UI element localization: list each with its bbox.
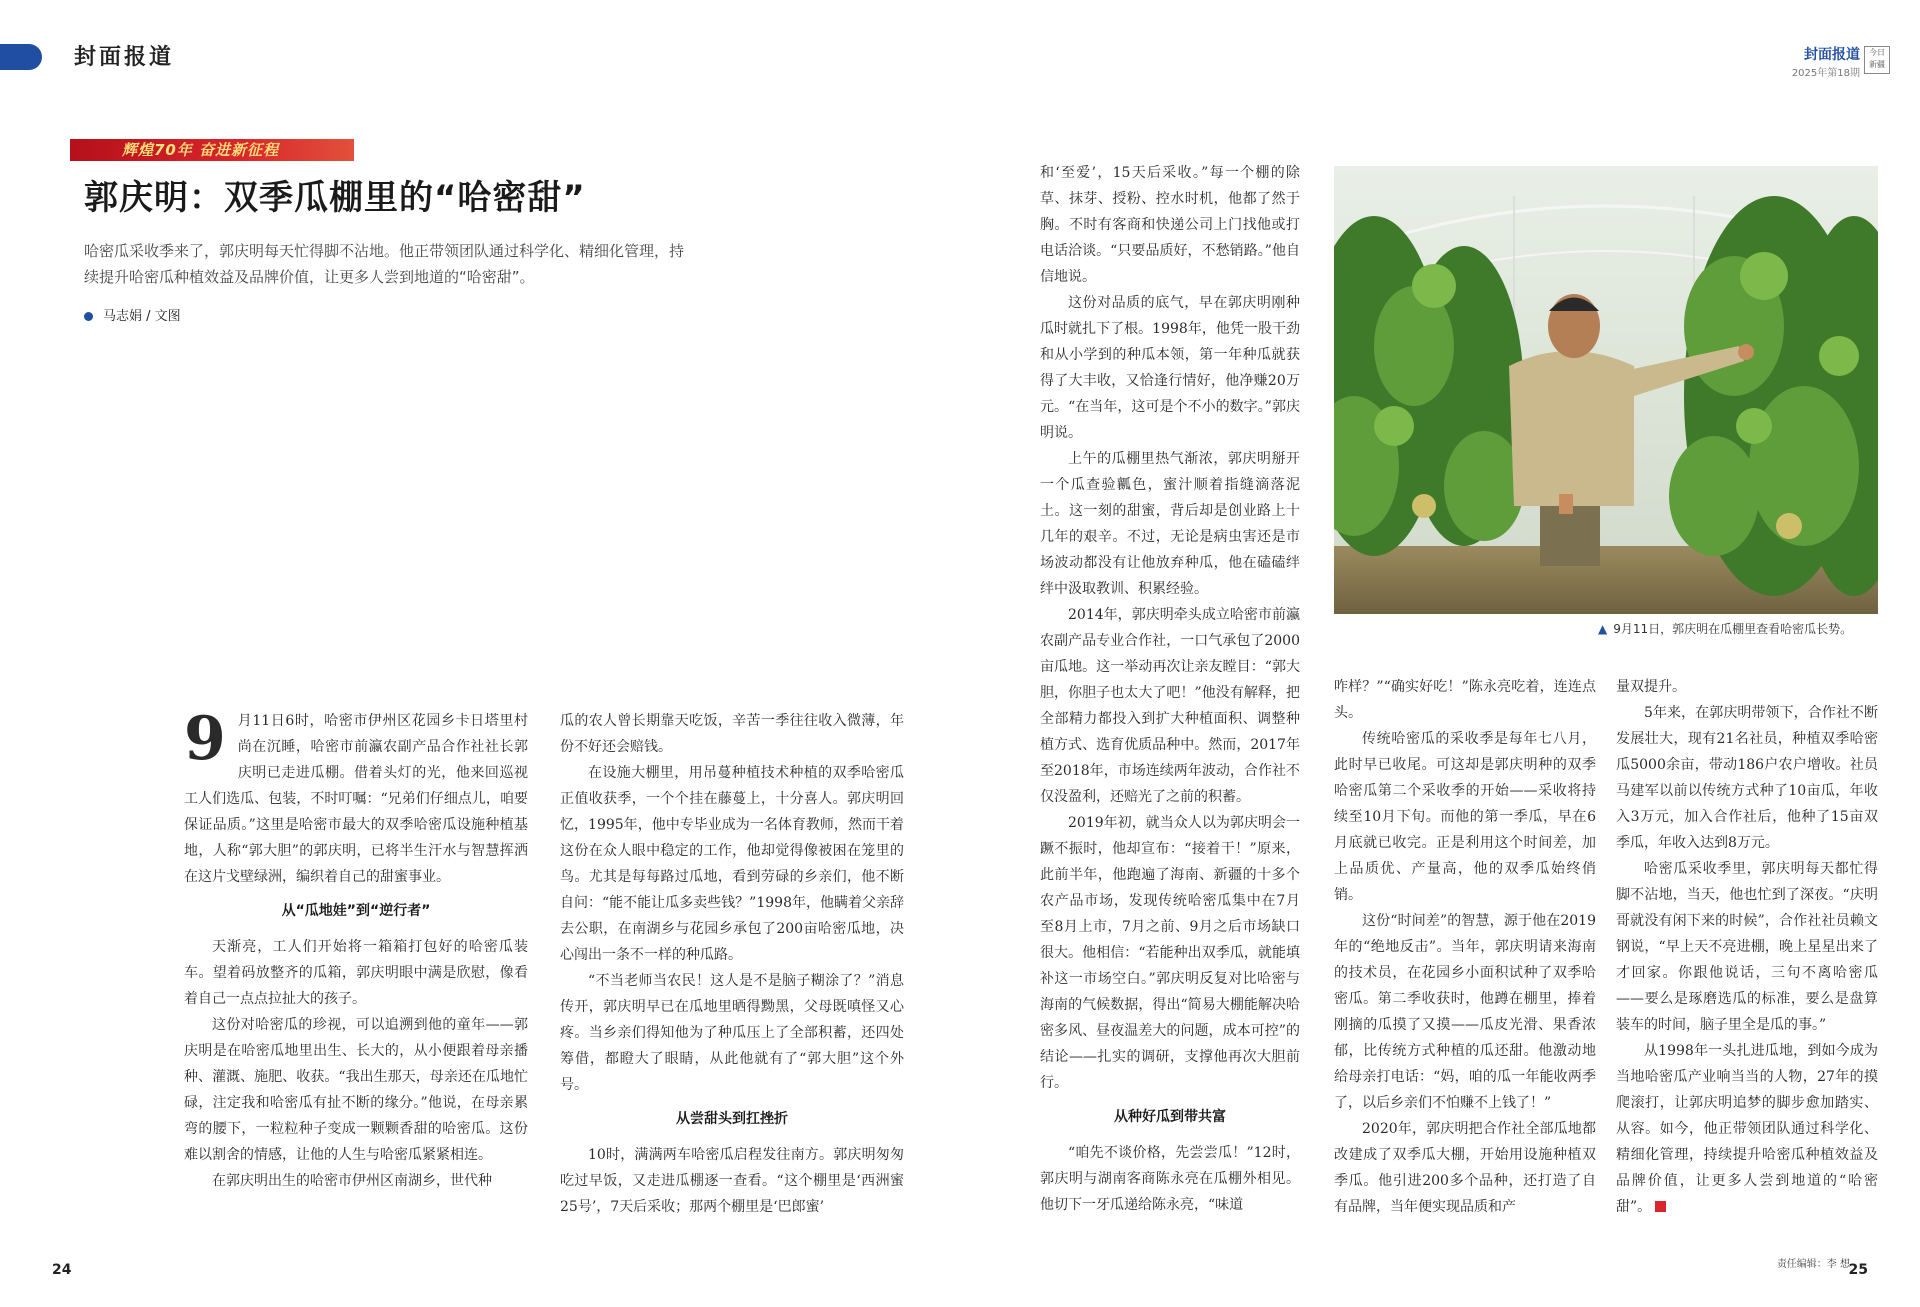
paragraph: 2014年，郭庆明牵头成立哈密市前瀛农副产品专业合作社，一口气承包了2000亩瓜地。这一举动再次让亲友瞠目：“郭大胆，你胆子也太大了吧！”他没有解释，把全部精力都投入到扩大种植面积、调整种植方式、选育优质品种中。然而，2017年至2018年，市场连续两年波动，合作社不仅没盈利，还赔光了之前的积蓄。 bbox=[1040, 607, 1300, 805]
page-number-right: 25 bbox=[1848, 1262, 1868, 1278]
final-paragraph-text: 从1998年一头扎进瓜地，到如今成为当地哈密瓜产业响当当的人物，27年的摸爬滚打，让郭庆明追梦的脚步愈加踏实、从容。如今，他正带领团队通过科学化、精细化管理，持续提升哈密瓜种植效益及品牌价值，让更多人尝到地道的“哈密甜”。 bbox=[1616, 1043, 1878, 1215]
end-mark-icon bbox=[1655, 1201, 1666, 1212]
byline bbox=[84, 305, 181, 324]
paragraph: 量双提升。 bbox=[1616, 679, 1686, 695]
paragraph: 咋样？”“确实好吃！”陈永亮吃着，连连点头。 bbox=[1334, 679, 1596, 721]
section-title: 封面报道 bbox=[74, 44, 175, 70]
article-column-3 bbox=[1040, 160, 1300, 1218]
subheading: 从尝甜头到扛挫折 bbox=[676, 1111, 788, 1127]
paragraph: 这份对哈密瓜的珍视，可以追溯到他的童年——郭庆明是在哈密瓜地里出生、长大的，从小便跟着母亲播种、灌溉、施肥、收获。“我出生那天，母亲还在瓜地忙碌，注定我和哈密瓜有扯不断的缘分。”他说，在母亲累弯的腰下，一粒粒种子变成一颗颗香甜的哈密瓜。这份难以割舍的情感，让他的人生与哈密瓜紧紧相连。 bbox=[184, 1017, 528, 1163]
byline-text: 马志娟 / 文图 bbox=[103, 309, 181, 324]
paragraph: “咱先不谈价格，先尝尝瓜！”12时，郭庆明与湖南客商陈永亮在瓜棚外相见。他切下一牙瓜递给陈永亮，“味道 bbox=[1040, 1145, 1300, 1213]
running-header-title: 封面报道 bbox=[1804, 47, 1860, 63]
paragraph: 10时，满满两车哈密瓜启程发往南方。郭庆明匆匆吃过早饭，又走进瓜棚逐一查看。“这个棚里是‘西洲蜜25号’，7天后采收；那两个棚里是‘巴郎蜜’ bbox=[560, 1147, 904, 1215]
byline-dot-icon bbox=[84, 312, 93, 321]
article-column-1 bbox=[184, 704, 528, 1194]
campaign-banner: 辉煌70年 奋进新征程 bbox=[70, 139, 354, 161]
article-photo bbox=[1334, 166, 1878, 614]
drop-cap: 9 bbox=[184, 704, 226, 774]
paragraph: 天渐亮，工人们开始将一箱箱打包好的哈密瓜装车。望着码放整齐的瓜箱，郭庆明眼中满是欣慰，像看着自己一点点拉扯大的孩子。 bbox=[184, 939, 528, 1007]
responsible-editor: 责任编辑：李 想 bbox=[1776, 1259, 1850, 1270]
subheading: 从“瓜地娃”到“逆行者” bbox=[281, 903, 431, 919]
running-header-issue: 2025年第18期 bbox=[1791, 68, 1860, 79]
paragraph: 和‘至爱’，15天后采收。”每一个棚的除草、抹芽、授粉、控水时机，他都了然于胸。不时有客商和快递公司上门找他或打电话洽谈。“只要品质好，不愁销路。”他自信地说。 bbox=[1040, 165, 1300, 285]
photo-caption bbox=[1598, 620, 1852, 637]
paragraph: 月11日6时，哈密市伊州区花园乡卡日塔里村尚在沉睡，哈密市前瀛农副产品合作社社长郭庆明已走进瓜棚。借着头灯的光，他来回巡视工人们选瓜、包装，不时叮嘱：“兄弟们仔细点儿，咱要保证品质。”这里是哈密市最大的双季哈密瓜设施种植基地，人称“郭大胆”的郭庆明，已将半生汗水与智慧挥洒在这片戈壁绿洲，编织着自己的甜蜜事业。 bbox=[184, 713, 528, 885]
article-column-5 bbox=[1616, 674, 1878, 1220]
paragraph: 在设施大棚里，用吊蔓种植技术种植的双季哈密瓜正值收获季，一个个挂在藤蔓上，十分喜人。郭庆明回忆，1995年，他中专毕业成为一名体育教师，然而干着这份在众人眼中稳定的工作，他却觉得像被困在笼里的鸟。尤其是每每路过瓜地，看到劳碌的乡亲们，他不断自问：“能不能让瓜多卖些钱？”1998年，他瞒着父亲辞去公职，在南湖乡与花园乡承包了200亩哈密瓜地，决心闯出一条不一样的种瓜路。 bbox=[560, 765, 904, 963]
section-marker bbox=[0, 44, 42, 70]
running-header bbox=[1791, 44, 1885, 79]
logo-text-bottom: 新疆 bbox=[1869, 60, 1885, 69]
subheading: 从种好瓜到带共富 bbox=[1114, 1109, 1226, 1125]
page-number-left: 24 bbox=[52, 1262, 72, 1278]
logo-text-top: 今日 bbox=[1869, 48, 1885, 57]
paragraph bbox=[1616, 1038, 1878, 1220]
paragraph: 2019年初，就当众人以为郭庆明会一蹶不振时，他却宣布：“接着干！”原来，此前半年，他跑遍了海南、新疆的十多个农产品市场，发现传统哈密瓜集中在7月至8月上市，7月之前、9月之后市场缺口很大。他相信：“若能种出双季瓜，就能填补这一市场空白。”郭庆明反复对比哈密与海南的气候数据，得出“简易大棚能解决哈密多风、昼夜温差大的问题，成本可控”的结论——扎实的调研，支撑他再次大胆前行。 bbox=[1040, 815, 1300, 1091]
article-lede: 哈密瓜采收季来了，郭庆明每天忙得脚不沾地。他正带领团队通过科学化、精细化管理，持续提升哈密瓜种植效益及品牌价值，让更多人尝到地道的“哈密甜”。 bbox=[84, 242, 685, 286]
article-column-4 bbox=[1334, 674, 1596, 1220]
paragraph: 上午的瓜棚里热气渐浓，郭庆明掰开一个瓜查验瓤色，蜜汁顺着指缝滴落泥土。这一刻的甜蜜，背后却是创业路上十几年的艰辛。不过，无论是病虫害还是市场波动都没有让他放弃种瓜，他在磕磕绊绊中汲取教训、积累经验。 bbox=[1040, 451, 1300, 597]
paragraph: 2020年，郭庆明把合作社全部瓜地都改建成了双季瓜大棚，开始用设施种植双季瓜。他引进200多个品种，还打造了自有品牌，当年便实现品质和产 bbox=[1334, 1121, 1596, 1215]
paragraph: 传统哈密瓜的采收季是每年七八月，此时早已收尾。可这却是郭庆明种的双季哈密瓜第二个采收季的开始——采收将持续至10月下旬。而他的第一季瓜，早在6月底就已收完。正是利用这个时间差，加上品质优、产量高，他的双季瓜始终俏销。 bbox=[1334, 731, 1596, 903]
paragraph: “不当老师当农民！这人是不是脑子糊涂了？”消息传开，郭庆明早已在瓜地里晒得黝黑，父母既嗔怪又心疼。当乡亲们得知他为了种瓜压上了全部积蓄，还四处筹借，都瞪大了眼睛，从此他就有了“郭大胆”这个外号。 bbox=[560, 973, 904, 1093]
article-column-2 bbox=[560, 708, 904, 1220]
caption-triangle-icon: ▲ bbox=[1598, 622, 1608, 636]
paragraph: 瓜的农人曾长期靠天吃饭，辛苦一季往往收入微薄，年份不好还会赔钱。 bbox=[560, 713, 904, 755]
photo-greenhouse-illustration bbox=[1334, 166, 1878, 614]
magazine-logo bbox=[1864, 46, 1890, 74]
paragraph: 这份对品质的底气，早在郭庆明刚种瓜时就扎下了根。1998年，他凭一股干劲和从小学到的种瓜本领，第一年种瓜就获得了大丰收，又恰逢行情好，他净赚20万元。“在当年，这可是个不小的数字。”郭庆明说。 bbox=[1040, 295, 1300, 441]
paragraph: 5年来，在郭庆明带领下，合作社不断发展壮大，现有21名社员，种植双季哈密瓜5000余亩，带动186户农户增收。社员马建军以前以传统方式种了10亩瓜，年收入3万元，加入合作社后，他种了15亩双季瓜，年收入达到8万元。 bbox=[1616, 705, 1878, 851]
photo-caption-text: 9月11日，郭庆明在瓜棚里查看哈密瓜长势。 bbox=[1613, 622, 1853, 636]
paragraph: 哈密瓜采收季里，郭庆明每天都忙得脚不沾地，当天，他也忙到了深夜。“庆明哥就没有闲下来的时候”，合作社社员赖文钢说，“早上天不亮进棚，晚上星星出来了才回家。你跟他说话，三句不离哈密瓜——要么是琢磨选瓜的标准，要么是盘算装车的时间，脑子里全是瓜的事。” bbox=[1616, 861, 1878, 1033]
paragraph: 在郭庆明出生的哈密市伊州区南湖乡，世代种 bbox=[212, 1173, 492, 1189]
paragraph: 这份“时间差”的智慧，源于他在2019年的“绝地反击”。当年，郭庆明请来海南的技术员，在花园乡小面积试种了双季哈密瓜。第二季收获时，他蹲在棚里，捧着刚摘的瓜摸了又摸——瓜皮光滑、果香浓郁，比传统方式种植的瓜还甜。他激动地给母亲打电话：“妈，咱的瓜一年能收两季了，以后乡亲们不怕赚不上钱了！” bbox=[1334, 913, 1596, 1111]
article-title: 郭庆明：双季瓜棚里的“哈密甜” bbox=[84, 178, 586, 218]
